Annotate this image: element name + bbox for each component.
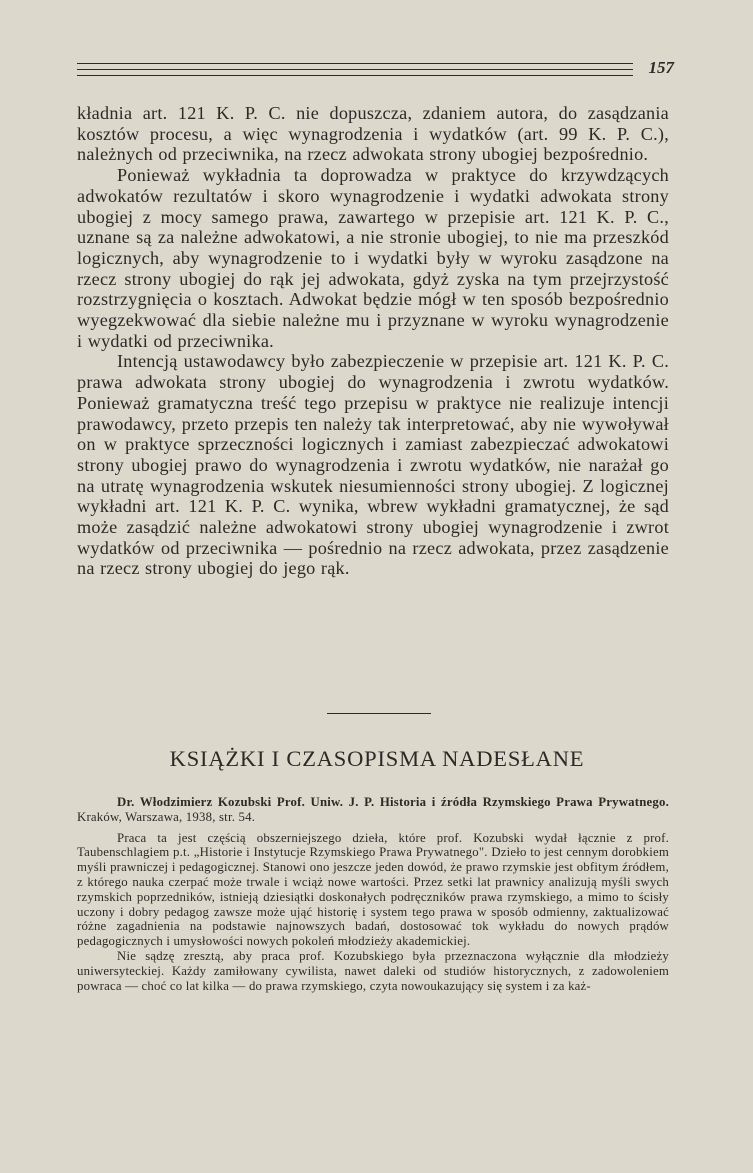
article-paragraph: Intencją ustawodawcy było zabezpieczenie w przepisie art. 121 K. P. C. prawa adwokata strony ubogiej do wynagrodzenia i zwrotu wydatków. Ponieważ gramatyczna treść tego przepisu w praktyce nie realizuje intencji prawodawcy, przeto przepis ten należy tak interpretować, aby nie wywoływał on w praktyce sprzeczności logicznych i zamiast zabezpieczać adwokatowi strony ubogiej prawo do wynagrodzenia i zwrotu wydatków, nie narażał go na utratę wynagrodzenia wskutek niesumienności strony ubogiej. Z logicznej wykładni art. 121 K. P. C. wynika, wbrew wykładni gramatycznej, że sąd może zasądzić należne adwokatowi strony ubogiej wynagrodzenie i zwrot wydatków od przeciwnika — pośrednio na rzecz adwokata, przez zasądzenie na rzecz strony ubogiej do jego rąk. <box>77 351 669 579</box>
section-title: KSIĄŻKI I CZASOPISMA NADESŁANE <box>169 746 585 771</box>
header-rule <box>77 75 633 76</box>
page-number: 157 <box>648 58 674 77</box>
review-paragraph: Praca ta jest częścią obszerniejszego dzieła, które prof. Kozubski wydał łącznie z prof. Taubenschlagiem p.t. „Historie i Instytucje Rzymskiego Prawa Prywatnego". Dzieło to jest cennym dorobkiem myśli prawniczej i pedagogicznej. Stanowi ono jeszcze jeden dowód, że prawo rzymskie jest obfitym źródłem, z którego nauka czerpać może trwale i wciąż nowe wartości. Przez setki lat prawnicy analizują myśli swych rzymskich poprzedników, istnieją dziesiątki doskonałych podręczników prawa rzymskiego, a mimo to ścisły uczony i dobry pedagog zawsze może ująć historię i system tego prawa w sposób odmienny, zaktualizować różne zagadnienia na podstawie najnowszych badań, dostosować tok wykładu do nowych prądów pedagogicznych i umysłowości nowych pokoleń młodzieży akademickiej. <box>77 830 669 949</box>
bibliographic-details: Kraków, Warszawa, 1938, str. 54. <box>77 809 256 824</box>
bibliographic-entry <box>77 795 669 825</box>
header-rule <box>77 69 633 70</box>
bibliographic-title: Dr. Włodzimierz Kozubski Prof. Uniw. J. P. Historia i źródła Rzymskiego Prawa Prywatnego. <box>117 795 669 809</box>
article-paragraph: Ponieważ wykładnia ta doprowadza w praktyce do krzywdzących adwokatów rezultatów i skoro wynagrodzenie i wydatki adwokata strony ubogiej z mocy samego prawa, zawartego w przepisie art. 121 K. P. C., uznane są za należne adwokatowi, a nie stronie ubogiej, to nie ma przeszkód logicznych, aby wynagrodzenie to i wydatki były w wyroku zasądzone na rzecz strony ubogiej do rąk jej adwokata, gdyż zyska na tym przejrzystość rozstrzygnięcia o kosztach. Adwokat będzie mógł w ten sposób bezpośrednio wyegzekwować dla siebie należne mu i przyznane w wyroku wynagrodzenie i wydatki od przeciwnika. <box>77 165 669 351</box>
review-paragraph: Nie sądzę zresztą, aby praca prof. Kozubskiego była przeznaczona wyłącznie dla młodzieży uniwersyteckiej. Każdy zamiłowany cywilista, nawet daleki od studiów historycznych, z zadowoleniem powraca — choć co lat kilka — do prawa rzymskiego, czyta nowoukazujący się system i za każ- <box>77 948 669 993</box>
section-divider <box>327 713 431 714</box>
header-rule <box>77 63 633 64</box>
article-paragraph: kładnia art. 121 K. P. C. nie dopuszcza, zdaniem autora, do zasądzania kosztów procesu, a więc wynagrodzenia i wydatków (art. 99 K. P. C.), należnych od przeciwnika, na rzecz adwokata strony ubogiej bezpośrednio. <box>77 103 669 165</box>
book-review <box>77 795 669 993</box>
page-header <box>77 58 674 82</box>
article-body <box>77 103 669 579</box>
